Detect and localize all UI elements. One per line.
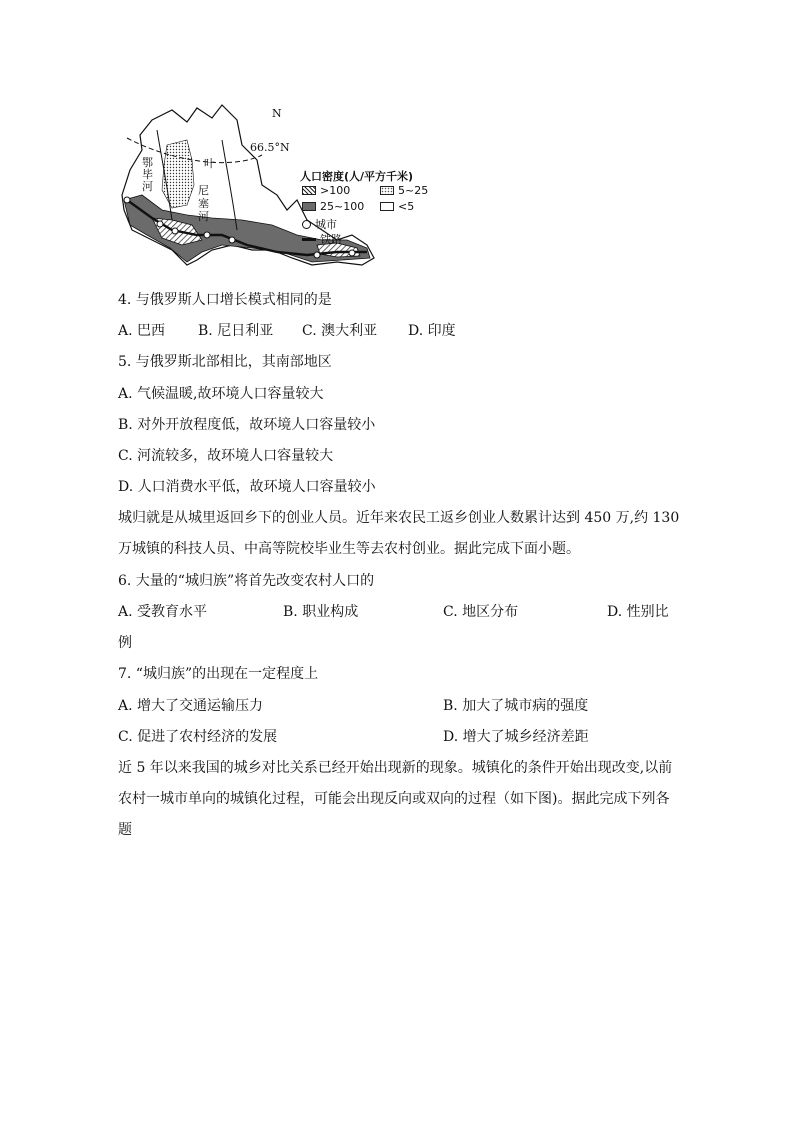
q4-option-b: B. 尼日利亚 [198,323,274,339]
city-marker [157,221,163,227]
legend-label: 城市 [315,218,337,231]
question-6: 6. 大量的“城归族”将首先改变农村人口的 [118,573,375,589]
legend-label: >100 [320,184,351,197]
legend-swatch-dots [380,186,394,195]
legend-title: 人口密度(人/平方千米) [300,170,414,183]
legend-label: <5 [398,200,415,213]
river-ob-char-1: 鄂 [142,156,153,169]
q7-option-a: A. 增大了交通运输压力 [118,698,264,714]
legend-lt5 [380,200,414,213]
q6-option-b: B. 职业构成 [283,604,359,620]
question-4: 4. 与俄罗斯人口增长模式相同的是 [118,292,332,308]
river-yenisei-char-1: 叶 [204,157,215,170]
question-5: 5. 与俄罗斯北部相比，其南部地区 [118,354,332,370]
q5-option-d: D. 人口消费水平低，故环境人口容量较小 [118,479,376,495]
q6-option-d-wrap: 例 [118,635,132,651]
q5-option-b: B. 对外开放程度低，故环境人口容量较小 [118,417,376,433]
q5-option-c: C. 河流较多，故环境人口容量较大 [118,448,334,464]
latitude-label: 66.5°N [250,141,290,154]
q6-option-d: D. 性别比 [607,604,669,620]
city-marker [314,252,320,258]
city-marker [229,237,235,243]
q7-option-d: D. 增大了城乡经济差距 [443,729,589,745]
passage2-line-3: 题 [118,822,132,838]
zone-5-25 [162,140,194,208]
legend-city [302,216,337,232]
city-marker [172,228,178,234]
river-ob-char-3: 河 [142,180,153,193]
q4-option-a: A. 巴西 [118,323,166,339]
legend-swatch-white [380,202,394,211]
railway-legend-icon [302,238,316,241]
russia-population-density-map [112,100,442,280]
passage-line-2: 万城镇的科技人员、中高等院校毕业生等去农村创业。据此完成下面小题。 [118,541,580,557]
q7-option-c: C. 促进了农村经济的发展 [118,729,278,745]
river-ob-char-2: 毕 [142,168,153,181]
legend-swatch-hatch [302,186,316,195]
legend-label: 5~25 [398,184,429,197]
q4-option-c: C. 澳大利亚 [302,323,378,339]
passage2-line-1: 近 5 年以来我国的城乡对比关系已经开始出现新的现象。城镇化的条件开始出现改变,以前 [118,760,673,776]
question-7: 7. “城归族”的出现在一定程度上 [118,666,319,682]
legend-5-25 [380,184,428,197]
q6-option-c: C. 地区分布 [443,604,519,620]
legend-label: 25~100 [320,200,365,213]
city-marker [204,232,210,238]
city-marker [124,197,130,203]
q7-option-b: B. 加大了城市病的强度 [443,698,589,714]
legend-25-100 [302,200,364,213]
legend-railway [302,231,342,247]
north-label: N [272,107,282,120]
city-legend-icon [302,220,311,229]
passage2-line-2: 农村一城市单向的城镇化过程，可能会出现反向或双向的过程（如下图)。据此完成下列各 [118,791,670,807]
legend-swatch-dark [302,202,316,211]
river-yenisei-char-4: 河 [198,210,209,223]
passage-line-1: 城归就是从城里返回乡下的创业人员。近年来农民工返乡创业人数累计达到 450 万,约 130 [118,510,680,526]
q4-option-d: D. 印度 [408,323,456,339]
legend-label: 铁路 [320,233,342,246]
q5-option-a: A. 气候温暖,故环境人口容量较大 [118,386,324,402]
q6-option-a: A. 受教育水平 [118,604,208,620]
river-yenisei-char-3: 塞 [198,197,209,210]
city-marker [349,250,355,256]
river-yenisei-char-2: 尼 [198,184,209,197]
legend-gt100 [302,184,350,197]
